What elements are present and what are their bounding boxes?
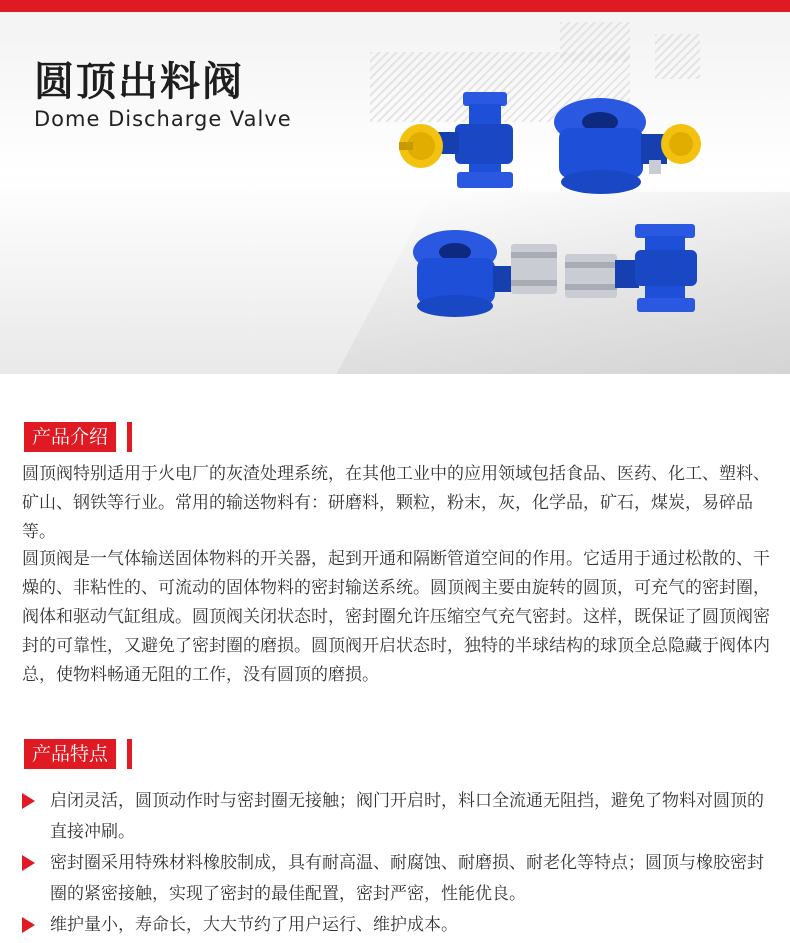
intro-section-header bbox=[24, 422, 764, 452]
decor-stripes bbox=[655, 34, 700, 79]
heading-accent-bar bbox=[127, 739, 132, 769]
features-section-header bbox=[24, 739, 764, 769]
valve-image-3 bbox=[405, 222, 575, 332]
triangle-right-icon bbox=[22, 793, 35, 809]
valve-image-2 bbox=[545, 92, 705, 202]
top-accent-bar bbox=[0, 0, 790, 12]
page-title: 圆顶出料阀 bbox=[34, 59, 244, 105]
valve-image-1 bbox=[395, 84, 535, 204]
intro-paragraph-2: 圆顶阀是一气体输送固体物料的开关器，起到开通和隔断管道空间的作用。它适用于通过松散的、干燥的、非粘性的、可流动的固体物料的密封输送系统。圆顶阀主要由旋转的圆顶，可充气的密封圈，阀体和驱动气缸组成。圆顶阀关闭状态时，密封圈允许压缩空气充气密封。这样，既保证了圆顶阀密封的可靠性，又避免了密封圈的磨损。圆顶阀开启状态时，独特的半球结构的球顶全总隐藏于阀体内总，使物料畅通无阻的工作，没有圆顶的磨损。 bbox=[22, 549, 770, 685]
triangle-right-icon bbox=[22, 855, 35, 871]
feature-text: 启闭灵活，圆顶动作时与密封圈无接触；阀门开启时，料口全流通无阻挡，避免了物料对圆顶的直接冲刷。 bbox=[50, 791, 764, 842]
feature-text: 密封圈采用特殊材料橡胶制成，具有耐高温、耐腐蚀、耐磨损、耐老化等特点；圆顶与橡胶密封圈的紧密接触，实现了密封的最佳配置，密封严密，性能优良。 bbox=[50, 853, 764, 904]
features-heading: 产品特点 bbox=[24, 739, 116, 769]
feature-item bbox=[22, 786, 777, 848]
valve-image-4 bbox=[565, 220, 715, 320]
decor-stripes bbox=[560, 22, 630, 62]
intro-heading: 产品介绍 bbox=[24, 422, 116, 452]
intro-paragraph-1: 圆顶阀特别适用于火电厂的灰渣处理系统，在其他工业中的应用领域包括食品、医药、化工、塑料、矿山、钢铁等行业。常用的输送物料有：研磨料，颗粒，粉末，灰，化学品，矿石，煤炭，易碎品等。 bbox=[22, 464, 770, 542]
heading-accent-bar bbox=[127, 422, 132, 452]
feature-item bbox=[22, 910, 777, 941]
triangle-right-icon bbox=[22, 917, 35, 933]
page-subtitle: Dome Discharge Valve bbox=[34, 107, 292, 131]
product-banner bbox=[0, 12, 790, 374]
feature-item bbox=[22, 848, 777, 910]
feature-text: 维护量小，寿命长，大大节约了用户运行、维护成本。 bbox=[50, 915, 458, 935]
